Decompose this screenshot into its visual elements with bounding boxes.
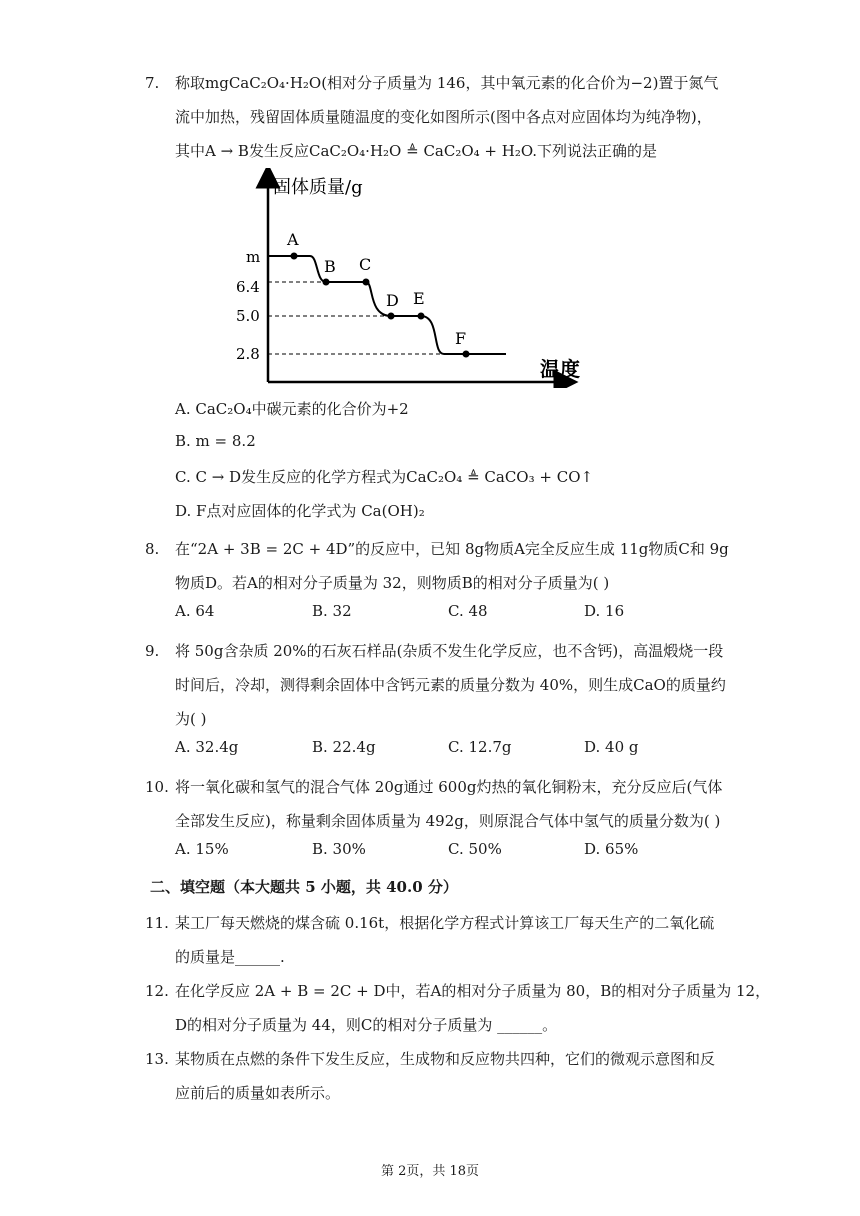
question-text-line: D的相对分子质量为 44，则C的相对分子质量为 ______。 xyxy=(175,1016,558,1034)
option-b: B. 30% xyxy=(312,840,366,858)
option-c: C. C → D发生反应的化学方程式为CaC₂O₄ ≜ CaCO₃ + CO↑ xyxy=(175,468,594,486)
y-tick-label: 2.8 xyxy=(236,345,260,363)
question-text-line: 称取mgCaC₂O₄·H₂O(相对分子质量为 146，其中氧元素的化合价为−2)置于氮气 xyxy=(175,74,719,92)
point-label-a: A xyxy=(287,230,299,249)
question-text-line: 物质D。若A的相对分子质量为 32，则物质B的相对分子质量为( ) xyxy=(175,574,610,592)
point-label-c: C xyxy=(359,255,372,274)
mass-temperature-graph xyxy=(228,168,608,388)
question-number: 9. xyxy=(145,642,160,660)
point-f xyxy=(463,351,470,358)
point-label-d: D xyxy=(386,291,399,310)
page-footer: 第 2页，共 18页 xyxy=(380,1164,480,1179)
point-label-f: F xyxy=(455,329,467,348)
question-number: 12. xyxy=(145,982,169,1000)
option-b: B. 32 xyxy=(312,602,352,620)
y-tick-label: m xyxy=(246,248,261,266)
option-c: C. 50% xyxy=(448,840,502,858)
question-text-line: 时间后，冷却，测得剩余固体中含钙元素的质量分数为 40%，则生成CaO的质量约 xyxy=(175,676,726,694)
point-label-b: B xyxy=(324,257,336,276)
y-axis-label: 固体质量/g xyxy=(273,177,363,198)
question-text-line: 某物质在点燃的条件下发生反应，生成物和反应物共四种，它们的微观示意图和反 xyxy=(175,1050,716,1068)
option-d: D. 16 xyxy=(584,602,625,620)
question-text-line: 将一氧化碳和氢气的混合气体 20g通过 600g灼热的氧化铜粉末，充分反应后(气体 xyxy=(175,778,723,796)
option-c: C. 12.7g xyxy=(448,738,512,756)
point-c xyxy=(363,279,370,286)
question-text-line: 在“2A + 3B = 2C + 4D”的反应中，已知 8g物质A完全反应生成 11g物质C和 9g xyxy=(175,540,729,558)
point-a xyxy=(291,253,298,260)
question-text-line: 在化学反应 2A + B = 2C + D中，若A的相对分子质量为 80，B的相对分子质量为 12， xyxy=(175,982,771,1000)
question-number: 11. xyxy=(145,914,169,932)
option-d: D. 65% xyxy=(584,840,639,858)
option-b: B. m = 8.2 xyxy=(175,432,256,450)
question-text-line: 应前后的质量如表所示。 xyxy=(175,1084,341,1102)
y-tick-label: 5.0 xyxy=(236,307,260,325)
point-e xyxy=(418,313,425,320)
option-a: A. 32.4g xyxy=(175,738,239,756)
option-d: D. 40 g xyxy=(584,738,639,756)
question-text-line: 的质量是______. xyxy=(175,948,285,966)
question-text-line: 为( ) xyxy=(175,710,207,728)
section-heading: 二、填空题（本大题共 5 小题，共 40.0 分） xyxy=(150,878,458,896)
question-text-line: 全部发生反应)，称量剩余固体质量为 492g，则原混合气体中氢气的质量分数为( ) xyxy=(175,812,721,830)
option-a: A. 15% xyxy=(175,840,229,858)
point-label-e: E xyxy=(413,289,425,308)
option-d: D. F点对应固体的化学式为 Ca(OH)₂ xyxy=(175,502,425,520)
question-text-line: 其中A → B发生反应CaC₂O₄·H₂O ≜ CaC₂O₄ + H₂O.下列说法正确的是 xyxy=(175,142,658,160)
y-tick-label: 6.4 xyxy=(236,278,260,296)
question-text-line: 将 50g含杂质 20%的石灰石样品(杂质不发生化学反应，也不含钙)，高温煅烧一段 xyxy=(175,642,724,660)
option-a: A. 64 xyxy=(175,602,215,620)
question-number: 13. xyxy=(145,1050,169,1068)
question-number: 10. xyxy=(145,778,169,796)
option-a: A. CaC₂O₄中碳元素的化合价为+2 xyxy=(175,400,409,418)
question-text-line: 流中加热，残留固体质量随温度的变化如图所示(图中各点对应固体均为纯净物)， xyxy=(175,108,712,126)
point-d xyxy=(388,313,395,320)
question-number: 8. xyxy=(145,540,160,558)
option-b: B. 22.4g xyxy=(312,738,376,756)
point-b xyxy=(323,279,330,286)
question-number: 7. xyxy=(145,74,160,92)
question-text-line: 某工厂每天燃烧的煤含硫 0.16t，根据化学方程式计算该工厂每天生产的二氧化硫 xyxy=(175,914,715,932)
x-axis-label: 温度 xyxy=(540,357,580,381)
option-c: C. 48 xyxy=(448,602,488,620)
